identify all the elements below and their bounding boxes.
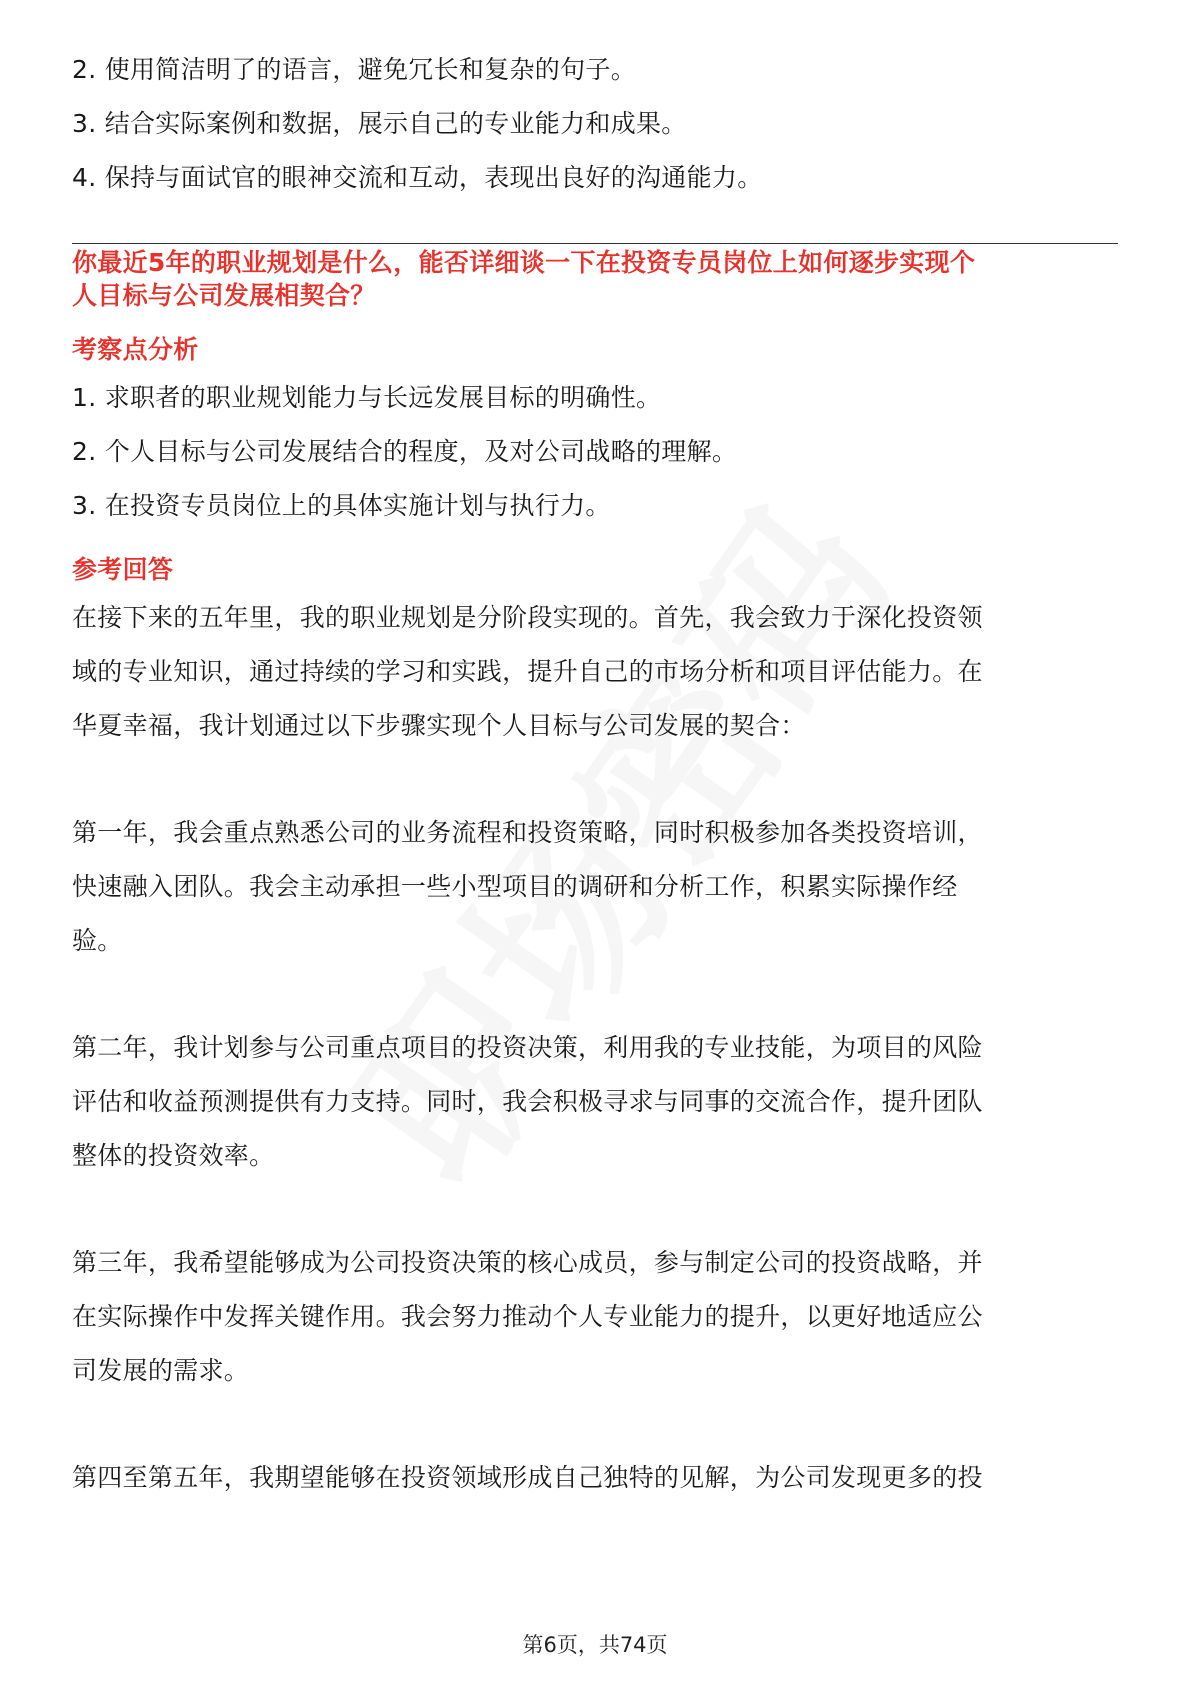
page-number: 第6页，共74页 (522, 1633, 668, 1657)
answer-p1-line-2: 域的专业知识，通过持续的学习和实践，提升自己的市场分析和项目评估能力。在 (72, 657, 983, 686)
answer-p1-line-1: 在接下来的五年里，我的职业规划是分阶段实现的。首先，我会致力于深化投资领 (72, 603, 983, 632)
answer-p4-line-2: 在实际操作中发挥关键作用。我会努力推动个人专业能力的提升，以更好地适应公 (72, 1302, 983, 1331)
question-line-2: 人目标与公司发展相契合？ (72, 281, 376, 310)
answer-p4-line-1: 第三年，我希望能够成为公司投资决策的核心成员，参与制定公司的投资战略，并 (72, 1248, 983, 1277)
answer-p3-line-3: 整体的投资效率。 (72, 1141, 275, 1170)
analysis-heading: 考察点分析 (72, 335, 199, 364)
answer-p3-line-1: 第二年，我计划参与公司重点项目的投资决策，利用我的专业技能，为项目的风险 (72, 1033, 983, 1062)
answer-p1-line-3: 华夏幸福，我计划通过以下步骤实现个人目标与公司发展的契合： (72, 711, 806, 740)
answer-heading: 参考回答 (72, 555, 174, 584)
answer-p2-line-3: 验。 (72, 926, 123, 955)
answer-p2-line-2: 快速融入团队。我会主动承担一些小型项目的调研和分析工作，积累实际操作经 (72, 872, 958, 901)
tip-4: 4. 保持与面试官的眼神交流和互动，表现出良好的沟通能力。 (72, 163, 763, 192)
tip-2: 2. 使用简洁明了的语言，避免冗长和复杂的句子。 (72, 55, 637, 84)
question-line-1: 你最近5年的职业规划是什么，能否详细谈一下在投资专员岗位上如何逐步实现个 (72, 248, 976, 277)
tip-3: 3. 结合实际案例和数据，展示自己的专业能力和成果。 (72, 109, 687, 138)
analysis-point-1: 1. 求职者的职业规划能力与长远发展目标的明确性。 (72, 383, 662, 412)
answer-p3-line-2: 评估和收益预测提供有力支持。同时，我会积极寻求与同事的交流合作，提升团队 (72, 1087, 983, 1116)
section-divider (72, 243, 1118, 244)
analysis-point-2: 2. 个人目标与公司发展结合的程度，及对公司战略的理解。 (72, 437, 738, 466)
answer-p2-line-1: 第一年，我会重点熟悉公司的业务流程和投资策略，同时积极参加各类投资培训， (72, 818, 983, 847)
analysis-point-3: 3. 在投资专员岗位上的具体实施计划与执行力。 (72, 491, 611, 520)
answer-p5-line-1: 第四至第五年，我期望能够在投资领域形成自己独特的见解，为公司发现更多的投 (72, 1463, 983, 1492)
answer-p4-line-3: 司发展的需求。 (72, 1356, 250, 1385)
